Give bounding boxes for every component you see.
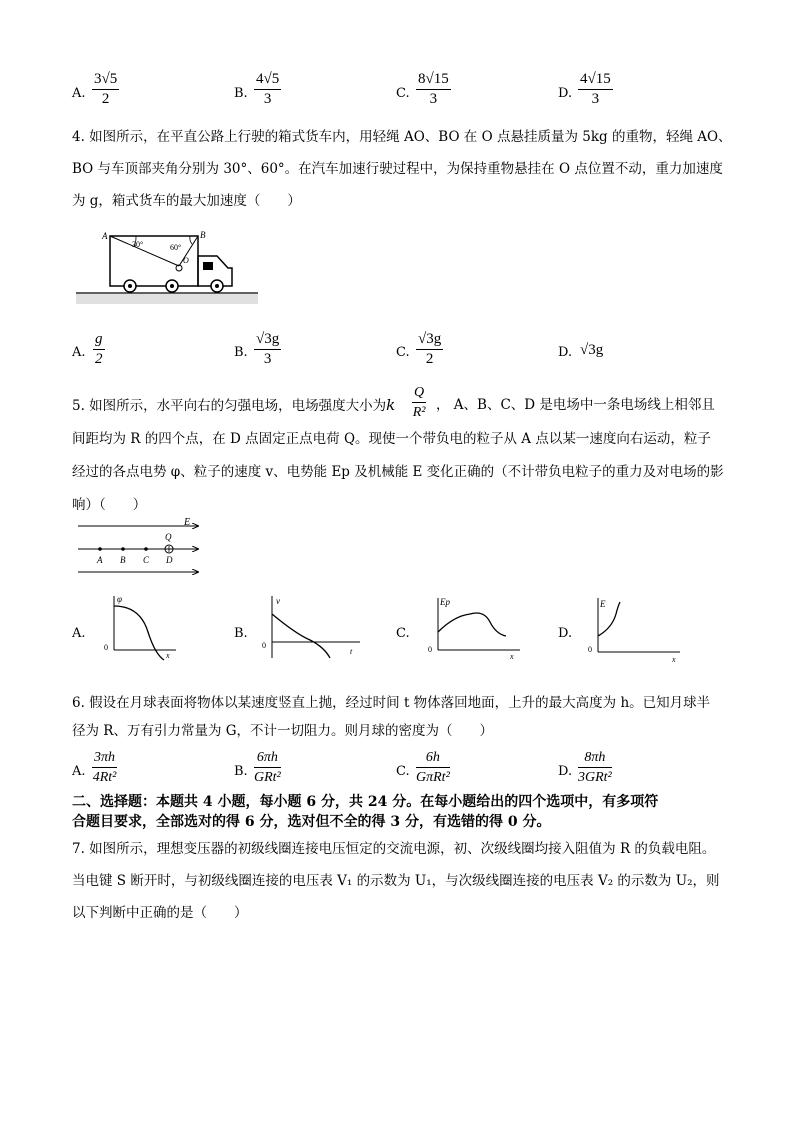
curve-velocity [272,614,330,658]
q4-text-line2: BO 与车顶部夹角分别为 30°、60°。在汽车加速行驶过程中，为保持重物悬挂在 O 点位置不动，重力加速度 [72,161,723,177]
q4-option-c-value: $\frac{√3g}{2}$ [418,331,442,367]
svg-text:0: 0 [262,641,266,650]
label-o: O [183,256,189,265]
q3-option-b-label[interactable]: B. [234,86,248,101]
q5-option-c-label[interactable]: C. [396,626,410,641]
q3-option-d-label[interactable]: D. [558,86,573,101]
q7-text-line3: 以下判断中正确的是（ ） [72,905,248,921]
curve-potential-energy [438,613,506,636]
q6-option-c-value: 6h GπRt² [416,750,450,785]
q4-option-b-label[interactable]: B. [234,345,248,360]
q4-option-b-value: $\frac{√3g}{3}$ [256,331,280,367]
q4-option-d-label[interactable]: D. [558,345,573,360]
q6-option-c-label[interactable]: C. [396,764,410,779]
label-angle-30: 30° [132,240,144,249]
svg-text:Ep: Ep [440,597,450,607]
q5-field-fraction: $\frac{Q}{\text{R²}}$ [412,385,426,420]
q5-field-figure [76,518,206,578]
q3-option-c-label[interactable]: C. [396,86,410,101]
svg-text:x: x [510,652,514,661]
q5-option-d-label[interactable]: D. [558,626,573,641]
q6-text-line1: 6. 假设在月球表面将物体以某速度竖直上抛，经过时间 t 物体落回地面，上升的最大高度为 h。已知月球半 [72,695,711,711]
q7-text-line2: 当电键 S 断开时，与初级线圈连接的电压表 V₁ 的示数为 U₁，与次级线圈连接的电压表 V₂ 的示数为 U₂，则 [72,873,720,889]
q4-option-d-value: √3g [580,342,604,358]
q4-text-line3: 为 g，箱式货车的最大加速度（ ） [72,193,301,209]
curve-potential [114,606,164,660]
q6-text-line2: 径为 R、万有引力常量为 G，不计一切阻力。则月球的密度为（ ） [72,723,494,739]
label-b: B [200,230,206,240]
svg-text:x: x [672,655,676,664]
q6-option-a-value: $\frac{3\pi h}{\text{4Rt²}}$ [92,750,117,785]
section-2-heading-line1: 二、选择题：本题共 4 小题，每小题 6 分，共 24 分。在每小题给出的四个选项中，有多项符 [72,794,659,810]
q4-text-line1: 4. 如图所示，在平直公路上行驶的箱式货车内，用轻绳 AO、BO 在 O 点悬挂质量为 5kg 的重物，轻绳 AO、 [72,129,732,145]
q7-text-line1: 7. 如图所示，理想变压器的初级线圈连接电压恒定的交流电源，初、次级线圈均接入阻值为 R 的负载电阻。 [72,841,716,857]
q5-graph-c [424,592,524,664]
label-angle-60: 60° [170,243,182,252]
q3-option-a-value: $\frac{3√5}{2}$ [94,71,118,107]
label-point-a: A [97,555,103,565]
q5-option-a-label[interactable]: A. [72,626,86,641]
q5-text-line3: 经过的各点电势 φ、粒子的速度 v、电势能 Ep 及机械能 E 变化正确的（不计带负电粒子的重力及对电场的影 [72,464,724,480]
label-e: E [184,518,191,528]
q4-option-a-value: $\frac{g}{2}$ [95,331,103,367]
svg-text:t: t [350,647,353,656]
q3-option-a-label[interactable]: A. [72,86,86,101]
q3-option-c-value: $\frac{8√15}{3}$ [418,71,449,107]
label-q: Q [165,532,172,542]
q3-option-b-value: $\frac{4√5}{3}$ [256,71,280,107]
q4-option-a-label[interactable]: A. [72,345,86,360]
svg-text:φ: φ [117,594,122,604]
svg-text:0: 0 [428,645,432,654]
q5-graph-a [100,592,180,664]
label-point-d: D [166,555,173,565]
q5-graph-b [258,592,366,664]
section-2-heading-line2: 合题目要求，全部选对的得 6 分，选对但不全的得 3 分，有选错的得 0 分。 [72,814,551,830]
label-point-c: C [143,555,150,565]
q6-option-b-value: 6πh GRt² [254,750,281,785]
svg-text:0: 0 [104,643,108,652]
q6-option-d-value: 8πh 3GRt² [578,750,612,785]
q4-truck-figure [72,226,262,314]
q5-graph-d [584,592,684,666]
q5-text-line1b: ， A、B、C、D 是电场中一条电场线上相邻且 [436,397,715,413]
q5-text-line2: 间距均为 R 的四个点，在 D 点固定正点电荷 Q。现使一个带负电的粒子从 A 点以某一速度向右运动，粒子 [72,431,711,447]
svg-text:0: 0 [588,645,592,654]
q5-text-line4: 响）（ ） [72,497,147,513]
q3-option-d-value: $\frac{4√15}{3}$ [580,71,611,107]
svg-text:E: E [600,599,606,609]
label-a: A [102,231,108,241]
q5-option-b-label[interactable]: B. [234,626,248,641]
rope-ao [110,236,182,266]
q4-option-c-label[interactable]: C. [396,345,410,360]
q6-option-b-label[interactable]: B. [234,764,248,779]
q6-option-a-label[interactable]: A. [72,764,86,779]
label-point-b: B [120,555,126,565]
q5-text-line1: 5. 如图所示，水平向右的匀强电场，电场强度大小为k [72,396,396,414]
svg-text:v: v [276,596,280,606]
svg-text:x: x [166,651,170,660]
q6-option-d-label[interactable]: D. [558,764,573,779]
